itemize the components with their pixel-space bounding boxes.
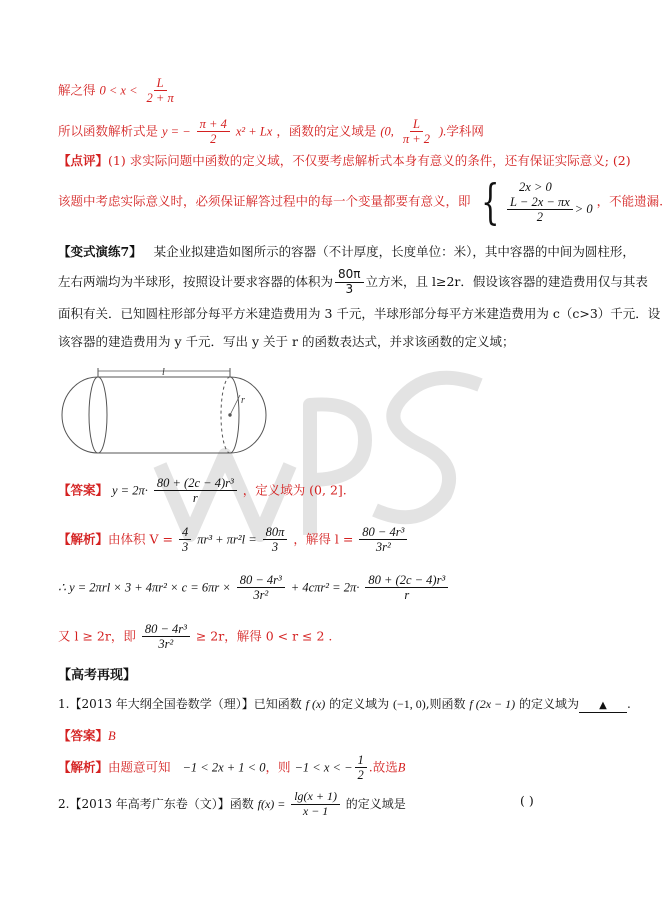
- fraction-denominator: 2 + π: [146, 91, 174, 106]
- comment-text: 该题中考虑实际意义时，必须保证解答过程中的每一个变量都要有意义，即: [58, 193, 471, 209]
- function-expression-line: [58, 117, 484, 147]
- analysis-tag: 【解析】: [58, 531, 109, 547]
- fraction-denominator: x − 1: [302, 803, 329, 818]
- question-text: 的定义域为: [518, 697, 579, 711]
- exercise-line-3: [58, 306, 660, 321]
- brace-icon: {: [480, 174, 499, 230]
- fraction-numerator: 80 − 4r³: [237, 573, 285, 588]
- fraction-numerator: 80 + (2c − 4)r³: [365, 573, 448, 588]
- question-text: ,则函数: [425, 697, 466, 711]
- question-text: 的定义域为: [329, 697, 390, 711]
- analysis-expr: −1 < x < −: [294, 760, 353, 775]
- fraction-numerator: L − 2x − πx: [507, 195, 573, 210]
- function-f-composite: f (2x − 1): [469, 697, 516, 711]
- exercise-line-2: [58, 268, 648, 297]
- solution-line: [58, 76, 179, 106]
- analysis-expr: πr³ + πr²l =: [197, 532, 257, 547]
- analysis-text: ，解得 l =: [293, 531, 354, 547]
- system-eq-1: 2x > 0: [519, 179, 552, 194]
- fraction-numerator: π + 4: [197, 117, 230, 132]
- answer-tail: ，定义域为 (0, 2].: [242, 482, 347, 498]
- fraction-numerator: 1: [355, 753, 367, 768]
- fraction-numerator: L: [410, 117, 423, 132]
- inequality-expr: 0 < x <: [99, 83, 138, 98]
- question-2: [58, 790, 406, 819]
- conclusion-text: ≥ 2r，解得 0 < r ≤ 2 .: [195, 628, 333, 644]
- analysis-text: 由体积 V =: [108, 531, 173, 547]
- fraction-denominator: 3: [181, 540, 189, 555]
- question-end: .: [626, 697, 631, 711]
- expr-prefix: 所以函数解析式是: [58, 123, 159, 139]
- q1-analysis: [58, 753, 405, 783]
- capsule-container-figure: [58, 365, 268, 465]
- answer-tag: 【答案】: [58, 482, 109, 498]
- answer-line: [58, 476, 347, 506]
- fraction-denominator: 3r²: [158, 637, 174, 652]
- fraction: [144, 76, 177, 106]
- analysis-expr: −1 < 2x + 1 < 0: [182, 760, 266, 775]
- label-l: l: [162, 367, 165, 378]
- fraction-numerator: L: [154, 76, 167, 91]
- domain-lead: (0,: [380, 124, 394, 139]
- comment-end: ，不能遗漏.: [596, 193, 663, 209]
- expr-tail: x² + Lx: [235, 124, 273, 139]
- fraction-denominator: 2: [357, 768, 364, 783]
- analysis-text: ，则: [265, 759, 291, 775]
- fraction-numerator: 80π: [263, 525, 288, 540]
- comment-line-1: [58, 153, 631, 168]
- fraction-denominator: 3r²: [375, 540, 391, 555]
- analysis-line: [58, 525, 409, 555]
- answer-value: B: [108, 729, 116, 743]
- exercise-line-4: [58, 334, 514, 349]
- fraction-denominator: 3: [271, 540, 279, 555]
- equation-system: [475, 174, 593, 230]
- comment-tag: 【点评】: [58, 153, 109, 168]
- exercise-text: 某企业拟建造如图所示的容器（不计厚度，长度单位：米），其中容器的中间为圆柱形，: [153, 244, 635, 259]
- question-1: [58, 697, 631, 713]
- expr-lead: y = −: [162, 124, 191, 139]
- fraction-numerator: 4: [179, 525, 191, 540]
- question-text: 2.【2013 年高考广东卷（文）】函数: [58, 796, 254, 811]
- answer-tag: 【答案】: [58, 728, 109, 743]
- therefore-line: [58, 573, 450, 603]
- fraction-denominator: 3: [345, 281, 354, 296]
- system-eq-2-tail: > 0: [574, 201, 593, 216]
- fraction-numerator: 80π: [335, 268, 364, 283]
- conclusion-line: [58, 622, 332, 652]
- comment-text: (1) 求实际问题中函数的定义域，不仅要考虑解析式本身有意义的条件，还有保证实际意义; (2): [108, 153, 631, 168]
- domain-interval: (−1, 0): [392, 697, 426, 711]
- analysis-tag: 【解析】: [58, 759, 109, 775]
- fraction-numerator: lg(x + 1): [291, 790, 340, 805]
- fraction-denominator: 2: [536, 210, 544, 224]
- fraction-denominator: r: [404, 588, 410, 603]
- choice-blank: ( ): [520, 793, 534, 808]
- fraction-denominator: π + 2: [402, 132, 431, 147]
- comment-line-2: [58, 174, 663, 230]
- question-text: 的定义域是: [345, 796, 406, 811]
- analysis-text: .故选: [368, 759, 398, 775]
- fraction-denominator: r: [192, 491, 198, 506]
- answer-lead: y = 2π·: [112, 483, 148, 498]
- exercise-text: 该容器的建造费用为 y 千元．写出 y 关于 r 的函数表达式，并求该函数的定义域；: [58, 334, 515, 349]
- domain-label: ，函数的定义域是: [276, 123, 377, 139]
- exercise-text: 左右两端均为半球形，按照设计要求容器的体积为: [58, 273, 334, 289]
- fraction-numerator: 80 − 4r³: [142, 622, 190, 637]
- conclusion-text: 又 l ≥ 2r，即: [58, 628, 136, 644]
- fraction-denominator: 3r²: [253, 588, 269, 603]
- fraction-numerator: 80 + (2c − 4)r³: [154, 476, 237, 491]
- exercise-line-1: [58, 244, 635, 259]
- solution-prefix: 解之得: [58, 82, 96, 98]
- answer-blank: ▲: [579, 700, 627, 713]
- therefore-expr: + 4cπr² = 2π·: [290, 580, 360, 595]
- question-text: 1.【2013 年大纲全国卷数学（理）】已知函数: [58, 697, 302, 711]
- fraction-numerator: 80 − 4r³: [359, 525, 407, 540]
- domain-tail: ).: [439, 124, 447, 139]
- section-title: 【高考再现】: [58, 668, 137, 683]
- exercise-text: 立方米，且 l≥2r．假设该容器的建造费用仅与其表: [365, 273, 648, 289]
- exercise-text: 面积有关．已知圆柱形部分每平方米建造费用为 3 千元，半球形部分每平方米建造费用为 c（c>3）千元．设: [58, 306, 661, 321]
- answer-value: B: [397, 760, 406, 775]
- function-def: f(x) =: [257, 796, 286, 811]
- therefore-expr: ∴ y = 2πrl × 3 + 4πr² × c = 6πr ×: [58, 580, 231, 595]
- exercise-tag: 【变式演练7】: [58, 244, 142, 259]
- label-r: r: [241, 395, 245, 406]
- site-mark: 学科网: [446, 123, 484, 139]
- q1-answer: [58, 728, 116, 744]
- function-f: f (x): [305, 697, 326, 711]
- analysis-text: 由题意可知: [108, 759, 171, 775]
- fraction-denominator: 2: [210, 132, 217, 147]
